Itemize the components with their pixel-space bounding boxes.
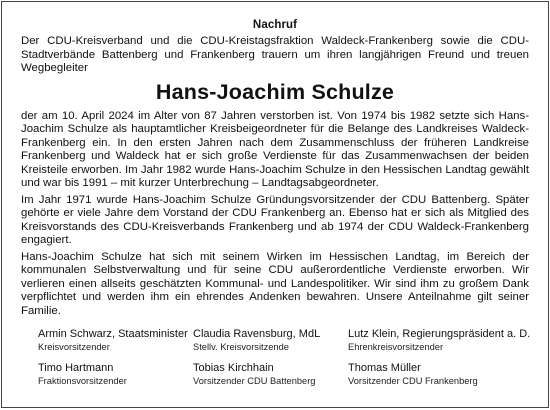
- signer-role: Vorsitzender CDU Battenberg: [193, 376, 316, 386]
- signer: [193, 328, 348, 353]
- signer-name: Claudia Ravensburg, MdL: [193, 328, 321, 340]
- signer: [348, 328, 530, 353]
- signer-role: Kreisvorsitzender: [38, 342, 110, 352]
- signer-name: Tobias Kirchhain: [193, 362, 274, 374]
- signer-name: Armin Schwarz, Staatsminister: [38, 328, 188, 340]
- signer-name: Timo Hartmann: [38, 362, 114, 374]
- signer-role: Fraktionsvorsitzender: [38, 376, 127, 386]
- signer-name: Lutz Klein, Regierungspräsident a. D.: [348, 328, 531, 340]
- body-paragraph-1: der am 10. April 2024 im Alter von 87 Jahren verstorben ist. Von 1974 bis 1982 setzte sich Hans-Joachim Schulze als hauptamtlicher Kreisbeigeordneter für die Belange des Landkreises Waldeck-Frankenberg ein. In den ersten Jahren nach dem Zusammenschluss der früheren Landkreise Frankenberg und Waldeck hat er sich große Verdienste für das Zusammenwachsen der beiden Kreisteile erworben. Im Jahr 1982 wurde Hans-Joachim Schulze in den Hessischen Landtag gewählt und war bis 1991 – mit kurzer Unterbrechung – Landtagsabgeordneter.: [21, 109, 529, 189]
- deceased-name: Hans-Joachim Schulze: [155, 79, 395, 104]
- body-paragraph-2: Im Jahr 1971 wurde Hans-Joachim Schulze Gründungsvorsitzender der CDU Battenberg. Später gehörte er viele Jahre dem Vorstand der CDU Frankenberg an. Ebenso hat er sich als Mitglied des Kreisvorstands des CDU-Kreisverbands Frankenberg und ab 1974 der CDU Waldeck-Frankenberg engagiert.: [21, 193, 529, 246]
- signer-name: Thomas Müller: [348, 362, 421, 374]
- signers-block: [38, 328, 529, 387]
- signer-role: Ehrenkreisvorsitzender: [348, 342, 444, 352]
- signer: [193, 362, 348, 387]
- signer: [38, 328, 193, 353]
- signer-role: Stellv. Kreisvorsitzende: [193, 342, 289, 352]
- intro-text: Der CDU-Kreisverband und die CDU-Kreistagsfraktion Waldeck-Frankenberg sowie die CDU-Stadtverbände Battenberg und Frankenberg trauern um ihren langjährigen Freund und treuen Wegbegleiter: [21, 35, 529, 74]
- signer-role: Vorsitzender CDU Frankenberg: [348, 376, 478, 386]
- obituary-notice: [1, 1, 549, 408]
- obituary-heading: Nachruf: [252, 19, 298, 31]
- body-paragraph-3: Hans-Joachim Schulze hat sich mit seinem Wirken im Hessischen Landtag, im Bereich der kommunalen Selbstverwaltung und für seine CDU außerordentliche Verdienste erworben. Wir verlieren einen allseits geschätzten Kommunal- und Landespolitiker. Wir sind ihm zu großem Dank verpflichtet und werden ihm ein ehrendes Andenken bewahren. Unsere Anteilnahme gilt seiner Familie.: [21, 250, 529, 317]
- signer: [38, 362, 193, 387]
- signer: [348, 362, 530, 387]
